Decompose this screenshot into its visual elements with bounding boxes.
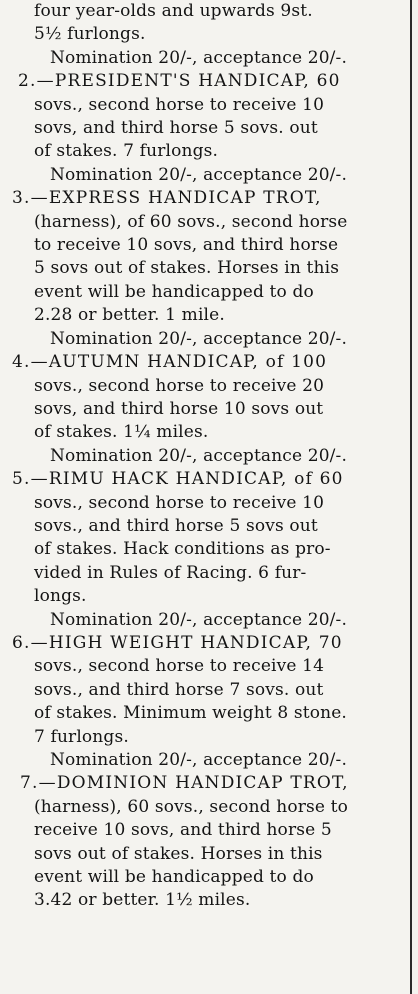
race-7-dominion-handicap-trot (12, 772, 408, 912)
text-line: sovs out of stakes. Horses in this (34, 843, 323, 864)
text-line: sovs, and third horse 10 sovs out (34, 398, 324, 419)
text-line: event will be handicapped to do (34, 281, 314, 302)
race-heading: 7.—DOMINION HANDICAP TROT, (20, 773, 349, 794)
text-line: receive 10 sovs, and third horse 5 (34, 820, 332, 841)
race-heading: 3.—EXPRESS HANDICAP TROT, (12, 188, 322, 209)
race-1-tail (12, 0, 408, 70)
column-rule (410, 0, 412, 994)
race-4-autumn-handicap (12, 351, 408, 468)
text-line: 7 furlongs. (34, 726, 129, 747)
nomination-line: Nomination 20/-, acceptance 20/-. (50, 750, 347, 770)
nomination-line: Nomination 20/-, acceptance 20/-. (50, 164, 347, 185)
text-line: sovs., and third horse 5 sovs out (34, 515, 318, 536)
text-line: of stakes. 7 furlongs. (34, 141, 219, 162)
text-line: four year-olds and upwards 9st. (34, 1, 313, 21)
text-line: 2.28 or better. 1 mile. (34, 305, 225, 326)
race-2-presidents-handicap (12, 70, 408, 187)
text-line: sovs, and third horse 5 sovs. out (34, 118, 318, 139)
text-line: (harness), of 60 sovs., second horse (34, 211, 348, 232)
race-3-express-handicap-trot (12, 187, 408, 351)
text-line: of stakes. Hack conditions as pro- (34, 539, 331, 560)
race-heading: 2.—PRESIDENT'S HANDICAP, 60 (18, 71, 341, 92)
text-line: sovs., second horse to receive 14 (34, 656, 325, 677)
race-heading: 5.—RIMU HACK HANDICAP, of 60 (12, 469, 344, 490)
text-line: sovs., second horse to receive 10 (34, 492, 325, 513)
text-line: longs. (34, 586, 87, 607)
text-line: 3.42 or better. 1½ miles. (34, 890, 251, 911)
race-heading: 4.—AUTUMN HANDICAP, of 100 (12, 352, 328, 373)
text-line: event will be handicapped to do (34, 867, 314, 888)
text-line: to receive 10 sovs, and third horse (34, 235, 339, 256)
text-line: sovs., and third horse 7 sovs. out (34, 679, 324, 700)
text-line: sovs., second horse to receive 10 (34, 94, 325, 115)
race-6-high-weight-handicap (12, 632, 408, 772)
race-conditions-column (12, 0, 408, 913)
text-line: of stakes. Minimum weight 8 stone. (34, 703, 347, 724)
text-line: (harness), 60 sovs., second horse to (34, 796, 349, 817)
nomination-line: Nomination 20/-, acceptance 20/-. (50, 47, 347, 68)
race-5-rimu-hack-handicap (12, 468, 408, 632)
nomination-line: Nomination 20/-, acceptance 20/-. (50, 609, 347, 630)
text-line: sovs., second horse to receive 20 (34, 375, 325, 396)
nomination-line: Nomination 20/-, acceptance 20/-. (50, 445, 347, 466)
text-line: of stakes. 1¼ miles. (34, 422, 209, 443)
text-line: vided in Rules of Racing. 6 fur- (34, 562, 307, 583)
race-heading: 6.—HIGH WEIGHT HANDICAP, 70 (12, 632, 343, 653)
nomination-line: Nomination 20/-, acceptance 20/-. (50, 328, 347, 349)
text-line: 5 sovs out of stakes. Horses in this (34, 258, 340, 279)
text-line: 5½ furlongs. (34, 24, 146, 45)
